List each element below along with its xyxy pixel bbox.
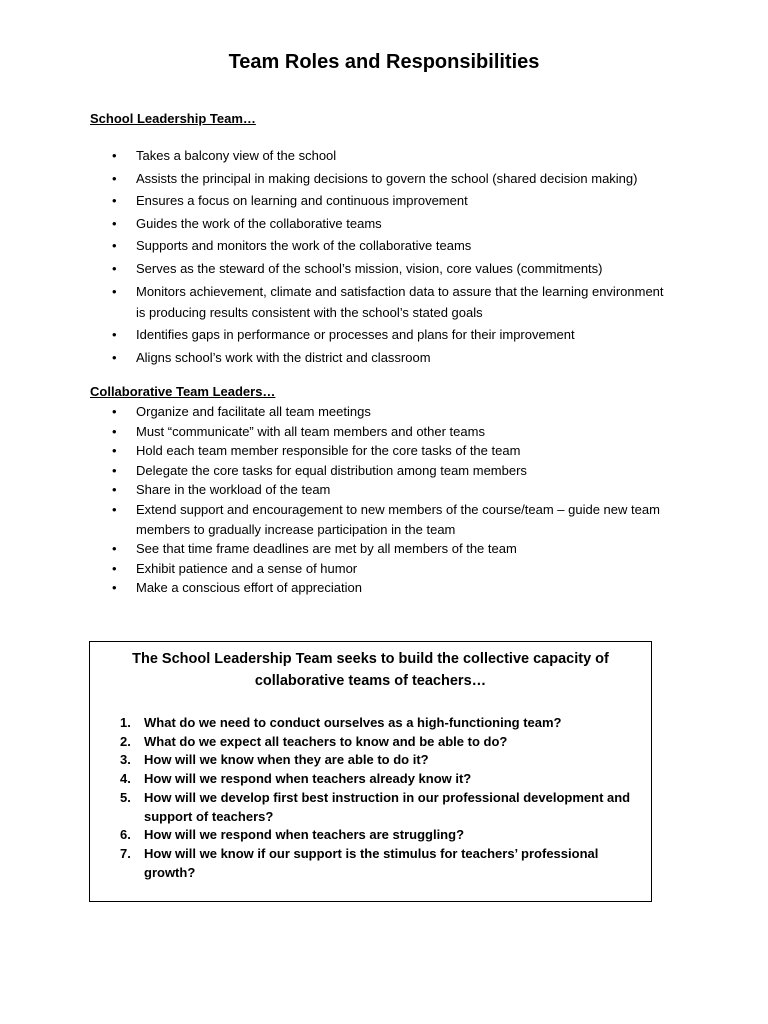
question-number: 5. [120,789,131,805]
list-item: • Share in the workload of the team [0,480,768,500]
list-item: • Supports and monitors the work of the collaborative teams [0,235,768,256]
question-number: 6. [120,827,131,843]
collaborative-team-leaders-list [0,402,768,598]
question-number: 4. [120,771,131,787]
question-text: What do we expect all teachers to know and be able to do? [144,733,508,749]
list-item: • Monitors achievement, climate and satisfaction data to assure that the learning environment is producing results consistent with the school’s stated goals [0,281,768,323]
list-item: • Takes a balcony view of the school [0,145,768,166]
list-item: • Delegate the core tasks for equal distribution among team members [0,461,768,481]
question-item [90,714,651,733]
question-item [90,789,651,826]
question-text: How will we develop first best instruction in our professional development and support of teachers? [144,789,631,824]
question-text: How will we know if our support is the stimulus for teachers’ professional growth? [144,845,599,880]
question-item [90,826,651,845]
list-item: • Aligns school’s work with the district and classroom [0,347,768,368]
list-item: • Hold each team member responsible for the core tasks of the team [0,441,768,461]
list-item: • Ensures a focus on learning and continuous improvement [0,190,768,211]
question-number: 2. [120,733,131,749]
question-number: 1. [120,715,131,730]
question-item [90,751,651,770]
question-list [90,714,651,882]
section-heading-collaborative-team-leaders: Collaborative Team Leaders… [90,384,276,399]
list-item: • Must “communicate” with all team members and other teams [0,422,768,442]
document-title: Team Roles and Responsibilities [228,51,540,73]
list-item: • Organize and facilitate all team meetings [0,402,768,422]
list-item: • Serves as the steward of the school’s mission, vision, core values (commitments) [0,258,768,279]
question-text: What do we need to conduct ourselves as a high-functioning team? [144,715,562,730]
list-item: • Assists the principal in making decisions to govern the school (shared decision making) [0,168,768,189]
question-text: How will we respond when teachers are struggling? [144,827,465,843]
list-item: • Identifies gaps in performance or processes and plans for their improvement [0,324,768,345]
section-heading-school-leadership-team: School Leadership Team… [90,111,256,126]
list-item: • Extend support and encouragement to new members of the course/team – guide new team members to gradually increase participation in the team [0,500,768,539]
list-item: • See that time frame deadlines are met by all members of the team [0,539,768,559]
question-item [90,845,651,882]
callout-title: The School Leadership Team seeks to build the collective capacity of collaborative teams of teachers… [132,651,609,689]
question-item [90,770,651,789]
question-text: How will we respond when teachers already know it? [144,771,472,787]
list-item: • Make a conscious effort of appreciation [0,578,768,598]
question-number: 7. [120,845,131,861]
question-item [90,733,651,752]
question-text: How will we know when they are able to do it? [144,752,429,768]
question-number: 3. [120,752,131,768]
callout-box [89,641,652,902]
school-leadership-team-list [0,145,768,369]
list-item: • Exhibit patience and a sense of humor [0,559,768,579]
list-item: • Guides the work of the collaborative teams [0,213,768,234]
